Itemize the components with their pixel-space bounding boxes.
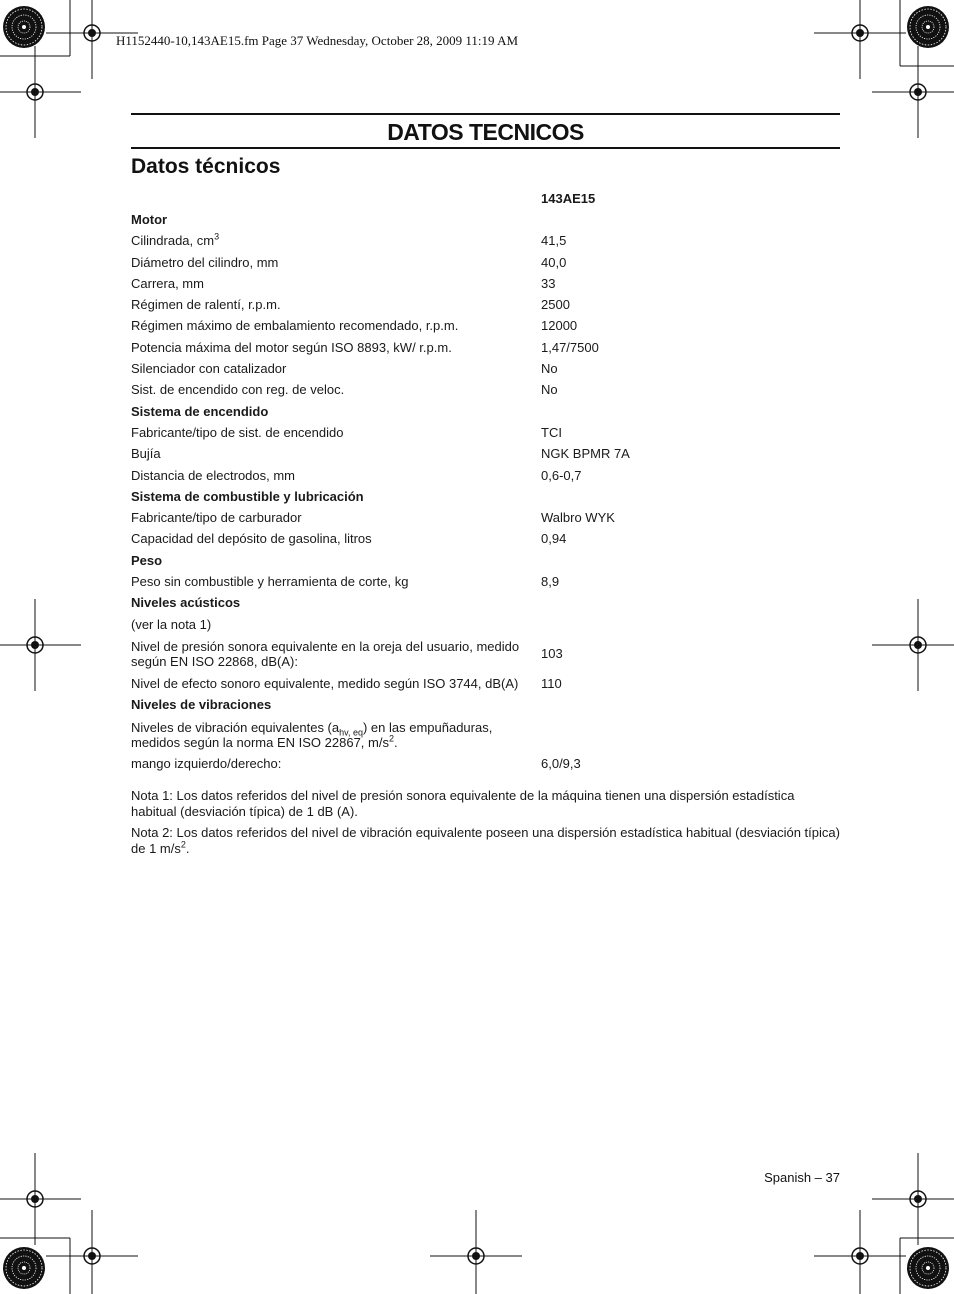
row-label: mango izquierdo/derecho:	[131, 756, 282, 772]
row-value: 110	[541, 675, 562, 691]
row-value: 41,5	[541, 233, 567, 249]
header-band	[131, 113, 840, 149]
row-label: Carrera, mm	[131, 275, 204, 291]
row-label: Sist. de encendido con reg. de veloc.	[131, 382, 345, 398]
row-label: Cilindrada, $cm^3$	[131, 231, 220, 249]
table-row	[131, 507, 840, 528]
table-row	[131, 358, 840, 379]
group-title: Sistema de combustible y lubricación	[131, 488, 364, 504]
row-label: Nivel de presión sonora equivalente en la oreja del usuario, medido según EN ISO 22868, dB(A):	[131, 639, 520, 670]
group-header	[131, 401, 840, 422]
table-row	[131, 380, 840, 401]
table-row	[131, 337, 840, 358]
row-label: Peso sin combustible y herramienta de corte, kg	[131, 573, 409, 589]
table-row	[131, 571, 840, 592]
table-header-row	[131, 188, 840, 209]
row-value: NGK BPMR 7A	[541, 446, 630, 462]
table-row	[131, 465, 840, 486]
group-header	[131, 550, 840, 571]
group-title: Sistema de encendido	[131, 403, 269, 419]
page-footer: Spanish – 37	[764, 1170, 840, 1185]
table-row	[131, 316, 840, 337]
row-value: 0,6-0,7	[541, 467, 582, 483]
row-label: Bujía	[131, 446, 161, 462]
row-value: 12000	[541, 318, 578, 334]
group-title: Motor	[131, 211, 168, 227]
table-row	[131, 422, 840, 443]
group-title: Niveles acústicos	[131, 595, 241, 611]
table-row	[131, 635, 840, 673]
row-label: Niveles de vibración equivalentes $(a_{hv, eq})$ en las empuñaduras, medidos según la norma EN ISO 22867, $m/s^2$.	[131, 719, 493, 750]
group-title: Niveles de vibraciones	[131, 697, 272, 713]
row-label: Nivel de efecto sonoro equivalente, medido según ISO 3744, dB(A)	[131, 675, 519, 691]
row-value: 1,47/7500	[541, 339, 599, 355]
row-value: 6,0/9,3	[541, 756, 581, 772]
row-value: 40,0	[541, 254, 567, 270]
group-header	[131, 486, 840, 507]
row-value: 2500	[541, 297, 570, 313]
table-row	[131, 444, 840, 465]
row-value: 0,94	[541, 531, 567, 547]
row-value: No	[541, 382, 558, 398]
row-label: Diámetro del cilindro, mm	[131, 254, 279, 270]
row-value	[541, 614, 840, 635]
table-row	[131, 614, 840, 635]
table-row	[131, 716, 840, 754]
row-value: 8,9	[541, 573, 560, 589]
section-title: Datos técnicos	[131, 155, 281, 178]
row-value: 103	[541, 646, 563, 662]
group-header	[131, 695, 840, 716]
note-2: Nota 2: Los datos referidos del nivel de vibración equivalente poseen una dispersión estadística habitual (desviación típica) de 1 $m/s^2$.	[131, 825, 840, 856]
row-label: Fabricante/tipo de carburador	[131, 510, 302, 526]
row-label: (ver la nota 1)	[131, 616, 212, 632]
row-label: Fabricante/tipo de sist. de encendido	[131, 424, 344, 440]
group-header	[131, 209, 840, 230]
row-value: TCI	[541, 424, 562, 440]
group-title: Peso	[131, 552, 163, 568]
row-value: No	[541, 361, 558, 377]
group-header	[131, 593, 840, 614]
table-row	[131, 673, 840, 694]
notes	[131, 788, 840, 862]
row-label: Régimen de ralentí, r.p.m.	[131, 297, 281, 313]
table-row	[131, 754, 840, 775]
row-label: Régimen máximo de embalamiento recomendado, r.p.m.	[131, 318, 459, 334]
row-value: Walbro WYK	[541, 510, 615, 526]
model-column-header: 143AE15	[541, 190, 596, 206]
page-header-title: DATOS TECNICOS	[387, 119, 584, 145]
table-row	[131, 231, 840, 252]
table-row	[131, 294, 840, 315]
table-row	[131, 273, 840, 294]
row-label: Capacidad del depósito de gasolina, litros	[131, 531, 372, 547]
row-label: Potencia máxima del motor según ISO 8893, kW/ r.p.m.	[131, 339, 452, 355]
table-row	[131, 252, 840, 273]
spec-table	[131, 188, 840, 775]
row-label: Silenciador con catalizador	[131, 361, 287, 377]
row-label: Distancia de electrodos, mm	[131, 467, 296, 483]
note-1: Nota 1: Los datos referidos del nivel de presión sonora equivalente de la máquina tienen una dispersión estadística habitual (desviación típica) de 1 dB (A).	[131, 788, 795, 819]
row-value: 33	[541, 275, 556, 291]
file-info: H1152440-10,143AE15.fm Page 37 Wednesday, October 28, 2009 11:19 AM	[116, 33, 519, 48]
table-row	[131, 529, 840, 550]
row-value	[541, 716, 840, 754]
